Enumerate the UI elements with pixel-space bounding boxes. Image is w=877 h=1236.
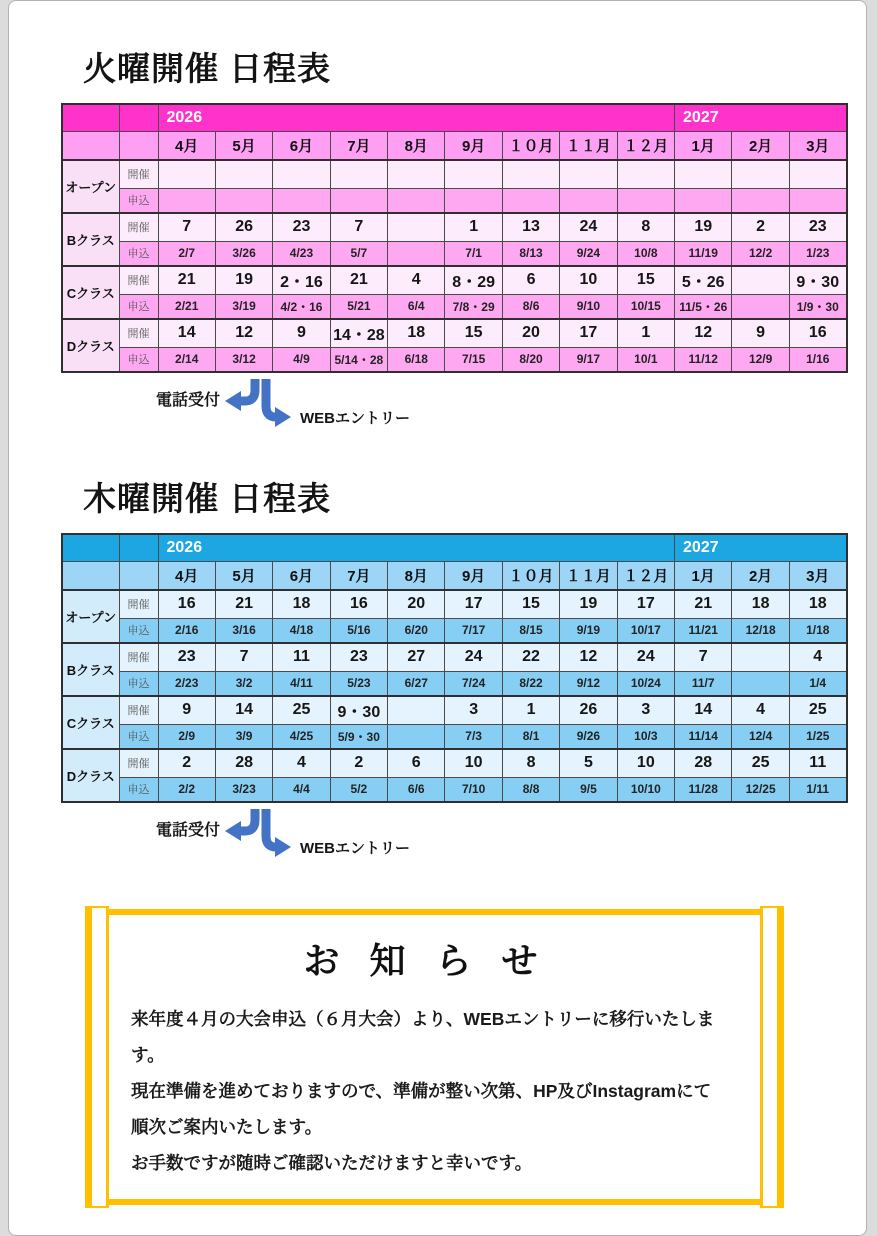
held-label-cell: 開催 (119, 696, 158, 724)
apply-date-cell (789, 188, 846, 213)
held-date-cell: 9 (732, 319, 789, 347)
apply-date-cell: 4/25 (273, 724, 330, 749)
month-corner-cell (119, 561, 158, 590)
month-corner-cell (62, 131, 119, 160)
held-date-cell: 21 (330, 266, 387, 294)
notice-line: 現在準備を進めておりますので、準備が整い次第、HP及びInstagramにて (131, 1080, 712, 1101)
schedule-table (61, 533, 848, 803)
year-corner-cell (62, 534, 119, 561)
apply-label-cell: 申込 (119, 347, 158, 372)
apply-date-cell: 3/23 (215, 777, 272, 802)
month-header-cell: 5月 (215, 131, 272, 160)
apply-date-cell: 7/10 (445, 777, 502, 802)
apply-date-cell: 3/26 (215, 241, 272, 266)
month-header-cell: 9月 (445, 561, 502, 590)
schedule-table (61, 103, 848, 373)
apply-date-cell: 5/21 (330, 294, 387, 319)
apply-date-cell: 11/5・26 (675, 294, 732, 319)
class-label-cell: Bクラス (62, 643, 119, 696)
tuesday-schedule-table (61, 103, 866, 373)
month-header-cell: 4月 (158, 561, 215, 590)
held-date-cell: 24 (560, 213, 617, 241)
held-date-cell: 1 (502, 696, 559, 724)
held-date-cell: 5・26 (675, 266, 732, 294)
held-date-cell (445, 160, 502, 188)
notice-title: お 知 ら せ (303, 940, 548, 981)
held-date-cell: 2 (330, 749, 387, 777)
held-date-cell: 25 (273, 696, 330, 724)
month-header-cell: 2月 (732, 561, 789, 590)
apply-date-cell: 1/16 (789, 347, 846, 372)
held-date-cell: 28 (675, 749, 732, 777)
apply-date-cell: 6/20 (388, 618, 445, 643)
held-date-cell: 3 (617, 696, 674, 724)
apply-date-cell: 12/9 (732, 347, 789, 372)
held-date-cell (560, 160, 617, 188)
apply-date-cell: 5/9・30 (330, 724, 387, 749)
held-date-cell: 9 (273, 319, 330, 347)
held-date-cell (617, 160, 674, 188)
held-date-cell (388, 696, 445, 724)
apply-date-cell: 10/15 (617, 294, 674, 319)
held-date-cell: 2 (158, 749, 215, 777)
apply-date-cell: 1/25 (789, 724, 846, 749)
held-date-cell: 13 (502, 213, 559, 241)
held-date-cell: 23 (330, 643, 387, 671)
apply-date-cell: 1/18 (789, 618, 846, 643)
held-date-cell: 18 (273, 590, 330, 618)
held-date-cell: 15 (502, 590, 559, 618)
month-header-cell: 9月 (445, 131, 502, 160)
held-date-cell: 2 (732, 213, 789, 241)
apply-date-cell: 7/1 (445, 241, 502, 266)
apply-date-cell: 10/3 (617, 724, 674, 749)
document-page (8, 0, 867, 1236)
apply-date-cell: 2/23 (158, 671, 215, 696)
held-date-cell: 8 (617, 213, 674, 241)
held-date-cell: 17 (560, 319, 617, 347)
held-date-cell: 8 (502, 749, 559, 777)
apply-date-cell (732, 671, 789, 696)
held-date-cell: 24 (617, 643, 674, 671)
held-date-cell: 14 (215, 696, 272, 724)
held-date-cell: 25 (789, 696, 846, 724)
held-date-cell: 25 (732, 749, 789, 777)
month-corner-cell (119, 131, 158, 160)
held-date-cell (388, 160, 445, 188)
phone-reception-label: 電話受付 (156, 822, 221, 839)
apply-date-cell: 9/19 (560, 618, 617, 643)
held-date-cell: 7 (330, 213, 387, 241)
apply-date-cell: 12/18 (732, 618, 789, 643)
held-label-cell: 開催 (119, 319, 158, 347)
held-date-cell: 4 (273, 749, 330, 777)
month-header-cell: １０月 (502, 131, 559, 160)
held-date-cell: 6 (388, 749, 445, 777)
apply-date-cell: 2/16 (158, 618, 215, 643)
held-date-cell (732, 643, 789, 671)
tuesday-entry-method-annotation (156, 377, 866, 433)
held-date-cell: 12 (215, 319, 272, 347)
apply-label-cell: 申込 (119, 618, 158, 643)
held-date-cell: 17 (617, 590, 674, 618)
held-label-cell: 開催 (119, 266, 158, 294)
held-date-cell (675, 160, 732, 188)
held-date-cell: 22 (502, 643, 559, 671)
held-date-cell: 7 (675, 643, 732, 671)
apply-date-cell (388, 724, 445, 749)
apply-date-cell: 11/14 (675, 724, 732, 749)
held-date-cell: 1 (617, 319, 674, 347)
apply-date-cell: 11/7 (675, 671, 732, 696)
month-header-cell: １１月 (560, 131, 617, 160)
held-date-cell: 10 (445, 749, 502, 777)
held-date-cell: 21 (675, 590, 732, 618)
apply-date-cell: 9/17 (560, 347, 617, 372)
month-header-cell: １０月 (502, 561, 559, 590)
apply-date-cell: 11/28 (675, 777, 732, 802)
apply-date-cell: 8/20 (502, 347, 559, 372)
held-label-cell: 開催 (119, 213, 158, 241)
apply-date-cell: 11/19 (675, 241, 732, 266)
apply-date-cell: 1/4 (789, 671, 846, 696)
apply-date-cell (388, 241, 445, 266)
month-header-cell: 7月 (330, 131, 387, 160)
held-date-cell: 23 (158, 643, 215, 671)
apply-date-cell: 2/21 (158, 294, 215, 319)
month-header-cell: 7月 (330, 561, 387, 590)
apply-date-cell: 7/8・29 (445, 294, 502, 319)
held-date-cell: 23 (273, 213, 330, 241)
apply-date-cell: 3/2 (215, 671, 272, 696)
held-date-cell: 12 (675, 319, 732, 347)
held-date-cell: 18 (388, 319, 445, 347)
class-label-cell: Dクラス (62, 319, 119, 372)
held-date-cell: 16 (158, 590, 215, 618)
held-date-cell (732, 266, 789, 294)
apply-date-cell: 8/22 (502, 671, 559, 696)
apply-label-cell: 申込 (119, 294, 158, 319)
apply-date-cell: 12/25 (732, 777, 789, 802)
apply-date-cell (502, 188, 559, 213)
apply-date-cell: 3/19 (215, 294, 272, 319)
held-date-cell: 20 (502, 319, 559, 347)
held-date-cell: 26 (560, 696, 617, 724)
apply-date-cell: 8/15 (502, 618, 559, 643)
held-date-cell: 5 (560, 749, 617, 777)
apply-date-cell (675, 188, 732, 213)
apply-date-cell: 5/2 (330, 777, 387, 802)
apply-date-cell: 9/12 (560, 671, 617, 696)
apply-date-cell: 6/18 (388, 347, 445, 372)
month-corner-cell (62, 561, 119, 590)
held-date-cell: 14 (158, 319, 215, 347)
month-header-cell: 3月 (789, 131, 846, 160)
apply-date-cell: 5/7 (330, 241, 387, 266)
apply-date-cell: 4/11 (273, 671, 330, 696)
held-date-cell (330, 160, 387, 188)
apply-date-cell: 10/17 (617, 618, 674, 643)
held-date-cell (215, 160, 272, 188)
apply-date-cell: 4/23 (273, 241, 330, 266)
apply-date-cell: 8/13 (502, 241, 559, 266)
apply-date-cell (732, 188, 789, 213)
held-date-cell (789, 160, 846, 188)
apply-date-cell: 7/3 (445, 724, 502, 749)
month-header-cell: １１月 (560, 561, 617, 590)
class-label-cell: Bクラス (62, 213, 119, 266)
held-label-cell: 開催 (119, 643, 158, 671)
month-header-cell: 4月 (158, 131, 215, 160)
thursday-title: 木曜開催 日程表 (83, 480, 332, 517)
apply-date-cell (445, 188, 502, 213)
apply-date-cell (388, 188, 445, 213)
held-date-cell: 20 (388, 590, 445, 618)
held-date-cell: 19 (675, 213, 732, 241)
held-date-cell (273, 160, 330, 188)
apply-date-cell: 3/16 (215, 618, 272, 643)
apply-date-cell: 10/10 (617, 777, 674, 802)
notice-content (89, 915, 766, 1199)
apply-date-cell: 10/24 (617, 671, 674, 696)
apply-date-cell: 1/11 (789, 777, 846, 802)
phone-reception-label: 電話受付 (156, 392, 221, 409)
year-corner-cell (119, 534, 158, 561)
held-date-cell: 6 (502, 266, 559, 294)
apply-date-cell: 1/23 (789, 241, 846, 266)
held-date-cell (502, 160, 559, 188)
apply-date-cell (732, 294, 789, 319)
held-date-cell: 15 (445, 319, 502, 347)
apply-date-cell: 2/14 (158, 347, 215, 372)
held-date-cell: 10 (617, 749, 674, 777)
apply-date-cell (330, 188, 387, 213)
held-date-cell: 9・30 (330, 696, 387, 724)
year-cell: 2027 (675, 534, 847, 561)
apply-date-cell: 9/5 (560, 777, 617, 802)
apply-date-cell: 4/9 (273, 347, 330, 372)
bent-arrows-icon (222, 377, 292, 431)
bent-arrows-icon (222, 807, 292, 861)
tuesday-section (61, 43, 866, 433)
held-date-cell: 19 (560, 590, 617, 618)
held-date-cell: 28 (215, 749, 272, 777)
month-header-cell: 3月 (789, 561, 846, 590)
held-date-cell: 3 (445, 696, 502, 724)
apply-date-cell: 3/9 (215, 724, 272, 749)
held-date-cell: 14・28 (330, 319, 387, 347)
year-cell: 2026 (158, 104, 675, 131)
notice-box (89, 909, 766, 1205)
class-label-cell: オープン (62, 160, 119, 213)
held-date-cell: 23 (789, 213, 846, 241)
held-date-cell: 18 (732, 590, 789, 618)
apply-date-cell: 2/2 (158, 777, 215, 802)
apply-date-cell: 6/4 (388, 294, 445, 319)
held-date-cell: 10 (560, 266, 617, 294)
held-date-cell: 16 (789, 319, 846, 347)
notice-line: お手数ですが随時ご確認いただけますと幸いです。 (131, 1152, 533, 1173)
apply-date-cell: 10/8 (617, 241, 674, 266)
apply-date-cell (158, 188, 215, 213)
held-date-cell: 11 (789, 749, 846, 777)
apply-date-cell: 4/2・16 (273, 294, 330, 319)
apply-date-cell (617, 188, 674, 213)
apply-date-cell: 5/14・28 (330, 347, 387, 372)
notice-line: 順次ご案内いたします。 (131, 1116, 323, 1137)
class-label-cell: Dクラス (62, 749, 119, 802)
thursday-entry-method-annotation (156, 807, 866, 863)
held-date-cell: 4 (388, 266, 445, 294)
apply-date-cell (273, 188, 330, 213)
apply-date-cell: 4/4 (273, 777, 330, 802)
thursday-section (61, 473, 866, 863)
month-header-cell: 2月 (732, 131, 789, 160)
year-corner-cell (62, 104, 119, 131)
apply-date-cell: 11/12 (675, 347, 732, 372)
held-date-cell: 14 (675, 696, 732, 724)
class-label-cell: Cクラス (62, 266, 119, 319)
month-header-cell: 6月 (273, 561, 330, 590)
apply-date-cell: 7/17 (445, 618, 502, 643)
apply-date-cell: 1/9・30 (789, 294, 846, 319)
apply-date-cell: 9/26 (560, 724, 617, 749)
held-date-cell: 4 (732, 696, 789, 724)
year-cell: 2026 (158, 534, 675, 561)
apply-date-cell: 5/23 (330, 671, 387, 696)
apply-label-cell: 申込 (119, 241, 158, 266)
month-header-cell: １２月 (617, 561, 674, 590)
apply-date-cell: 9/24 (560, 241, 617, 266)
apply-date-cell: 3/12 (215, 347, 272, 372)
year-corner-cell (119, 104, 158, 131)
held-date-cell (732, 160, 789, 188)
web-entry-label: WEBエントリー (300, 840, 411, 857)
held-date-cell: 21 (158, 266, 215, 294)
class-label-cell: オープン (62, 590, 119, 643)
year-cell: 2027 (675, 104, 847, 131)
apply-date-cell: 10/1 (617, 347, 674, 372)
month-header-cell: 5月 (215, 561, 272, 590)
apply-date-cell: 8/8 (502, 777, 559, 802)
held-date-cell: 19 (215, 266, 272, 294)
held-label-cell: 開催 (119, 160, 158, 188)
apply-date-cell: 6/27 (388, 671, 445, 696)
apply-date-cell: 7/15 (445, 347, 502, 372)
notice-line: 来年度４月の大会申込（６月大会）より、WEBエントリーに移行いたします。 (131, 1009, 715, 1065)
held-date-cell: 11 (273, 643, 330, 671)
notice-left-bracket-decoration (85, 906, 109, 1208)
tuesday-title: 火曜開催 日程表 (83, 50, 332, 87)
held-date-cell (388, 213, 445, 241)
apply-label-cell: 申込 (119, 188, 158, 213)
month-header-cell: 6月 (273, 131, 330, 160)
held-date-cell: 17 (445, 590, 502, 618)
held-date-cell: 9 (158, 696, 215, 724)
apply-date-cell: 2/9 (158, 724, 215, 749)
held-date-cell: 24 (445, 643, 502, 671)
held-date-cell: 21 (215, 590, 272, 618)
held-label-cell: 開催 (119, 749, 158, 777)
notice-right-bracket-decoration (760, 906, 784, 1208)
apply-label-cell: 申込 (119, 777, 158, 802)
apply-date-cell: 4/18 (273, 618, 330, 643)
held-date-cell: 8・29 (445, 266, 502, 294)
apply-date-cell: 2/7 (158, 241, 215, 266)
held-date-cell: 2・16 (273, 266, 330, 294)
apply-date-cell: 11/21 (675, 618, 732, 643)
held-date-cell: 15 (617, 266, 674, 294)
month-header-cell: 8月 (388, 561, 445, 590)
apply-date-cell: 6/6 (388, 777, 445, 802)
apply-label-cell: 申込 (119, 671, 158, 696)
thursday-schedule-table (61, 533, 866, 803)
apply-date-cell: 8/1 (502, 724, 559, 749)
held-date-cell: 7 (215, 643, 272, 671)
held-date-cell: 4 (789, 643, 846, 671)
apply-date-cell: 12/4 (732, 724, 789, 749)
held-date-cell: 9・30 (789, 266, 846, 294)
apply-date-cell: 12/2 (732, 241, 789, 266)
held-date-cell: 27 (388, 643, 445, 671)
month-header-cell: １２月 (617, 131, 674, 160)
apply-date-cell: 7/24 (445, 671, 502, 696)
month-header-cell: 8月 (388, 131, 445, 160)
held-date-cell: 16 (330, 590, 387, 618)
held-date-cell: 12 (560, 643, 617, 671)
class-label-cell: Cクラス (62, 696, 119, 749)
month-header-cell: 1月 (675, 561, 732, 590)
held-date-cell: 26 (215, 213, 272, 241)
held-date-cell: 18 (789, 590, 846, 618)
apply-date-cell (560, 188, 617, 213)
held-date-cell: 7 (158, 213, 215, 241)
held-label-cell: 開催 (119, 590, 158, 618)
apply-label-cell: 申込 (119, 724, 158, 749)
month-header-cell: 1月 (675, 131, 732, 160)
web-entry-label: WEBエントリー (300, 410, 411, 427)
apply-date-cell: 9/10 (560, 294, 617, 319)
apply-date-cell (215, 188, 272, 213)
apply-date-cell: 8/6 (502, 294, 559, 319)
apply-date-cell: 5/16 (330, 618, 387, 643)
held-date-cell: 1 (445, 213, 502, 241)
held-date-cell (158, 160, 215, 188)
